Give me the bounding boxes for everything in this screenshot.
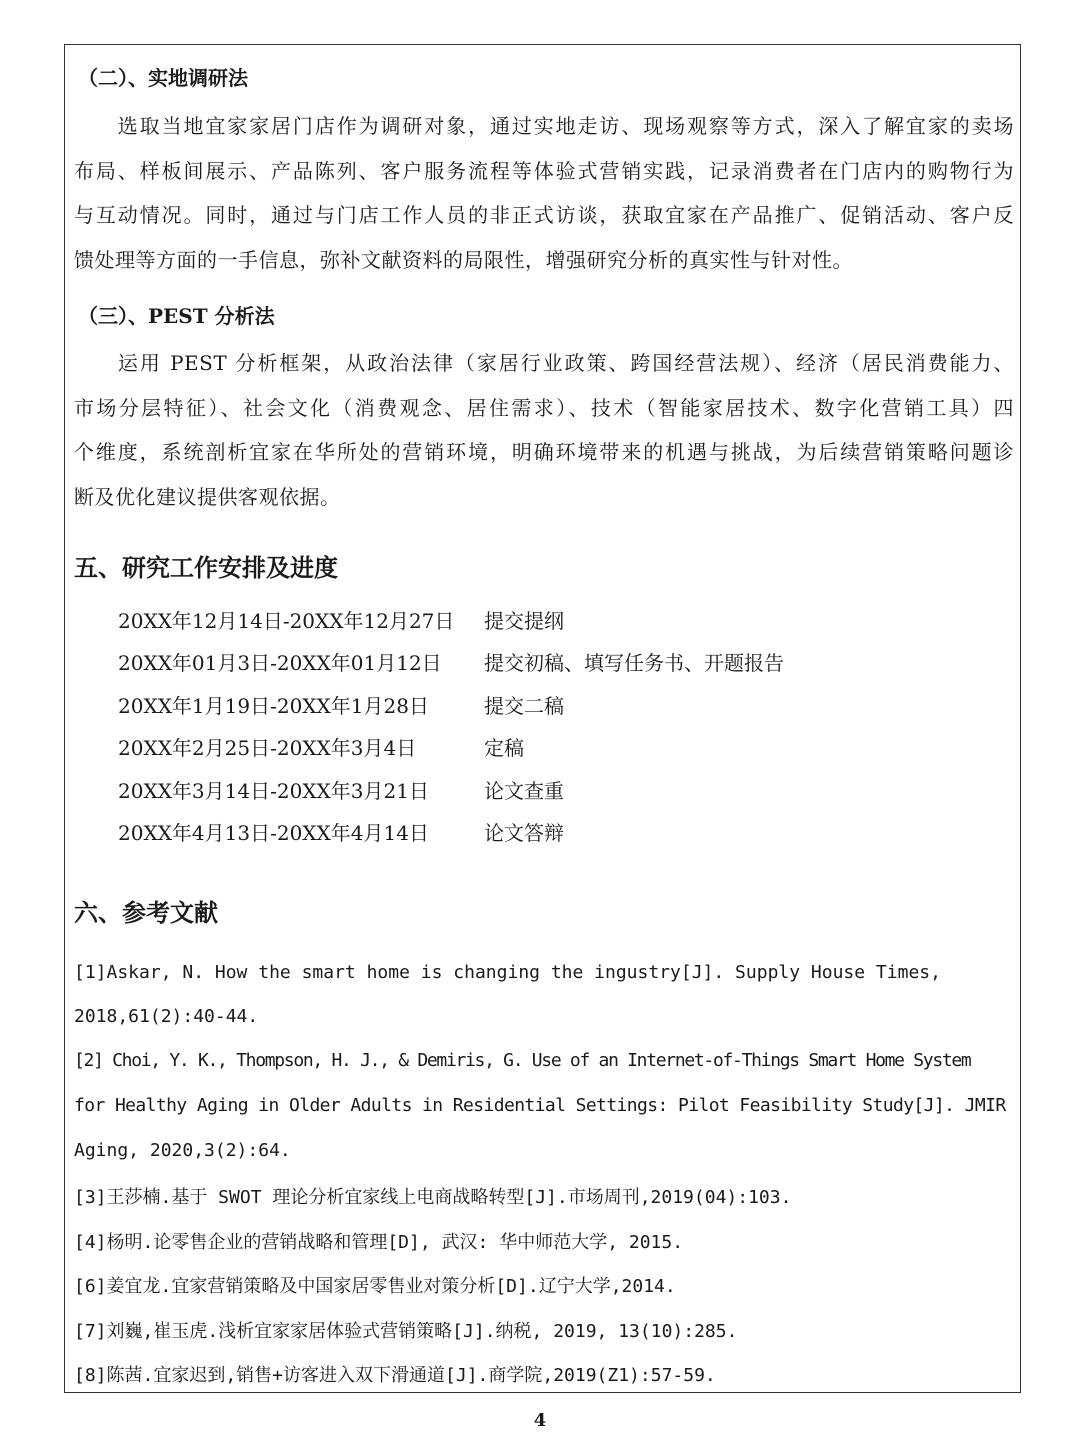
paragraph-line: 运用 PEST 分析框架，从政治法律（家居行业政策、跨国经营法规）、经济（居民消费能力、 — [74, 351, 1014, 375]
paragraph-line: 与互动情况。同时，通过与门店工作人员的非正式访谈，获取宜家在产品推广、促销活动、客户反 — [74, 203, 1014, 227]
schedule-date: 20XX年01月3日-20XX年01月12日 — [118, 651, 442, 675]
paragraph-fieldwork — [74, 104, 1014, 282]
reference-line: [4]杨明.论零售企业的营销战略和管理[D], 武汉: 华中师范大学, 2015. — [74, 1232, 684, 1253]
reference-line: for Healthy Aging in Older Adults in Residential Settings: Pilot Feasibility Study[J]. JMIR — [74, 1095, 1006, 1116]
reference-line: [2] Choi, Y. K., Thompson, H. J., & Demiris, G. Use of an Internet-of-Things Smart Home System — [74, 1050, 971, 1071]
reference-line: [8]陈茜.宜家迟到,销售+访客进入双下滑通道[J].商学院,2019(Z1):57-59. — [74, 1365, 716, 1386]
section-heading-references: 六、参考文献 — [74, 899, 218, 927]
schedule-task: 提交二稿 — [484, 694, 564, 718]
paragraph-line: 市场分层特征）、社会文化（消费观念、居住需求）、技术（智能家居技术、数字化营销工具）四 — [74, 395, 1014, 420]
paragraph-line: 断及优化建议提供客观依据。 — [74, 484, 341, 509]
schedule-task: 定稿 — [484, 736, 524, 760]
reference-line: 2018,61(2):40-44. — [74, 1006, 259, 1027]
paragraph-line: 选取当地宜家家居门店作为调研对象，通过实地走访、现场观察等方式，深入了解宜家的卖场 — [74, 114, 1014, 138]
schedule-task: 提交初稿、填写任务书、开题报告 — [484, 651, 784, 675]
subsection-title-pest: （三）、PEST 分析法 — [78, 304, 275, 328]
schedule-date: 20XX年12月14日-20XX年12月27日 — [118, 609, 455, 633]
reference-line: [6]姜宜龙.宜家营销策略及中国家居零售业对策分析[D].辽宁大学,2014. — [74, 1276, 676, 1297]
schedule-task: 提交提纲 — [484, 609, 564, 633]
schedule-date: 20XX年1月19日-20XX年1月28日 — [118, 694, 429, 718]
paragraph-line: 布局、样板间展示、产品陈列、客户服务流程等体验式营销实践，记录消费者在门店内的购物行为 — [74, 158, 1014, 183]
reference-line: [1]Askar, N. How the smart home is changing the ingustry[J]. Supply House Times, — [74, 962, 941, 983]
schedule-date: 20XX年2月25日-20XX年3月4日 — [118, 736, 417, 760]
subsection-title-fieldwork: （二）、实地调研法 — [78, 66, 248, 90]
reference-line: Aging, 2020,3(2):64. — [74, 1140, 291, 1161]
paragraph-pest — [74, 341, 1014, 519]
page-number: 4 — [533, 1410, 547, 1431]
reference-line: [3]王莎楠.基于 SWOT 理论分析宜家线上电商战略转型[J].市场周刊,2019(04):103. — [74, 1187, 792, 1208]
schedule-date: 20XX年4月13日-20XX年4月14日 — [118, 821, 429, 845]
reference-line: [7]刘巍,崔玉虎.浅析宜家家居体验式营销策略[J].纳税, 2019, 13(10):285. — [74, 1321, 738, 1342]
paragraph-line: 个维度，系统剖析宜家在华所处的营销环境，明确环境带来的机遇与挑战，为后续营销策略问题诊 — [74, 440, 1014, 464]
schedule-task: 论文查重 — [484, 779, 564, 803]
section-heading-schedule: 五、研究工作安排及进度 — [74, 554, 338, 582]
paragraph-line: 馈处理等方面的一手信息，弥补文献资料的局限性，增强研究分析的真实性与针对性。 — [74, 247, 853, 272]
schedule-task: 论文答辩 — [484, 821, 564, 845]
schedule-date: 20XX年3月14日-20XX年3月21日 — [118, 779, 429, 803]
